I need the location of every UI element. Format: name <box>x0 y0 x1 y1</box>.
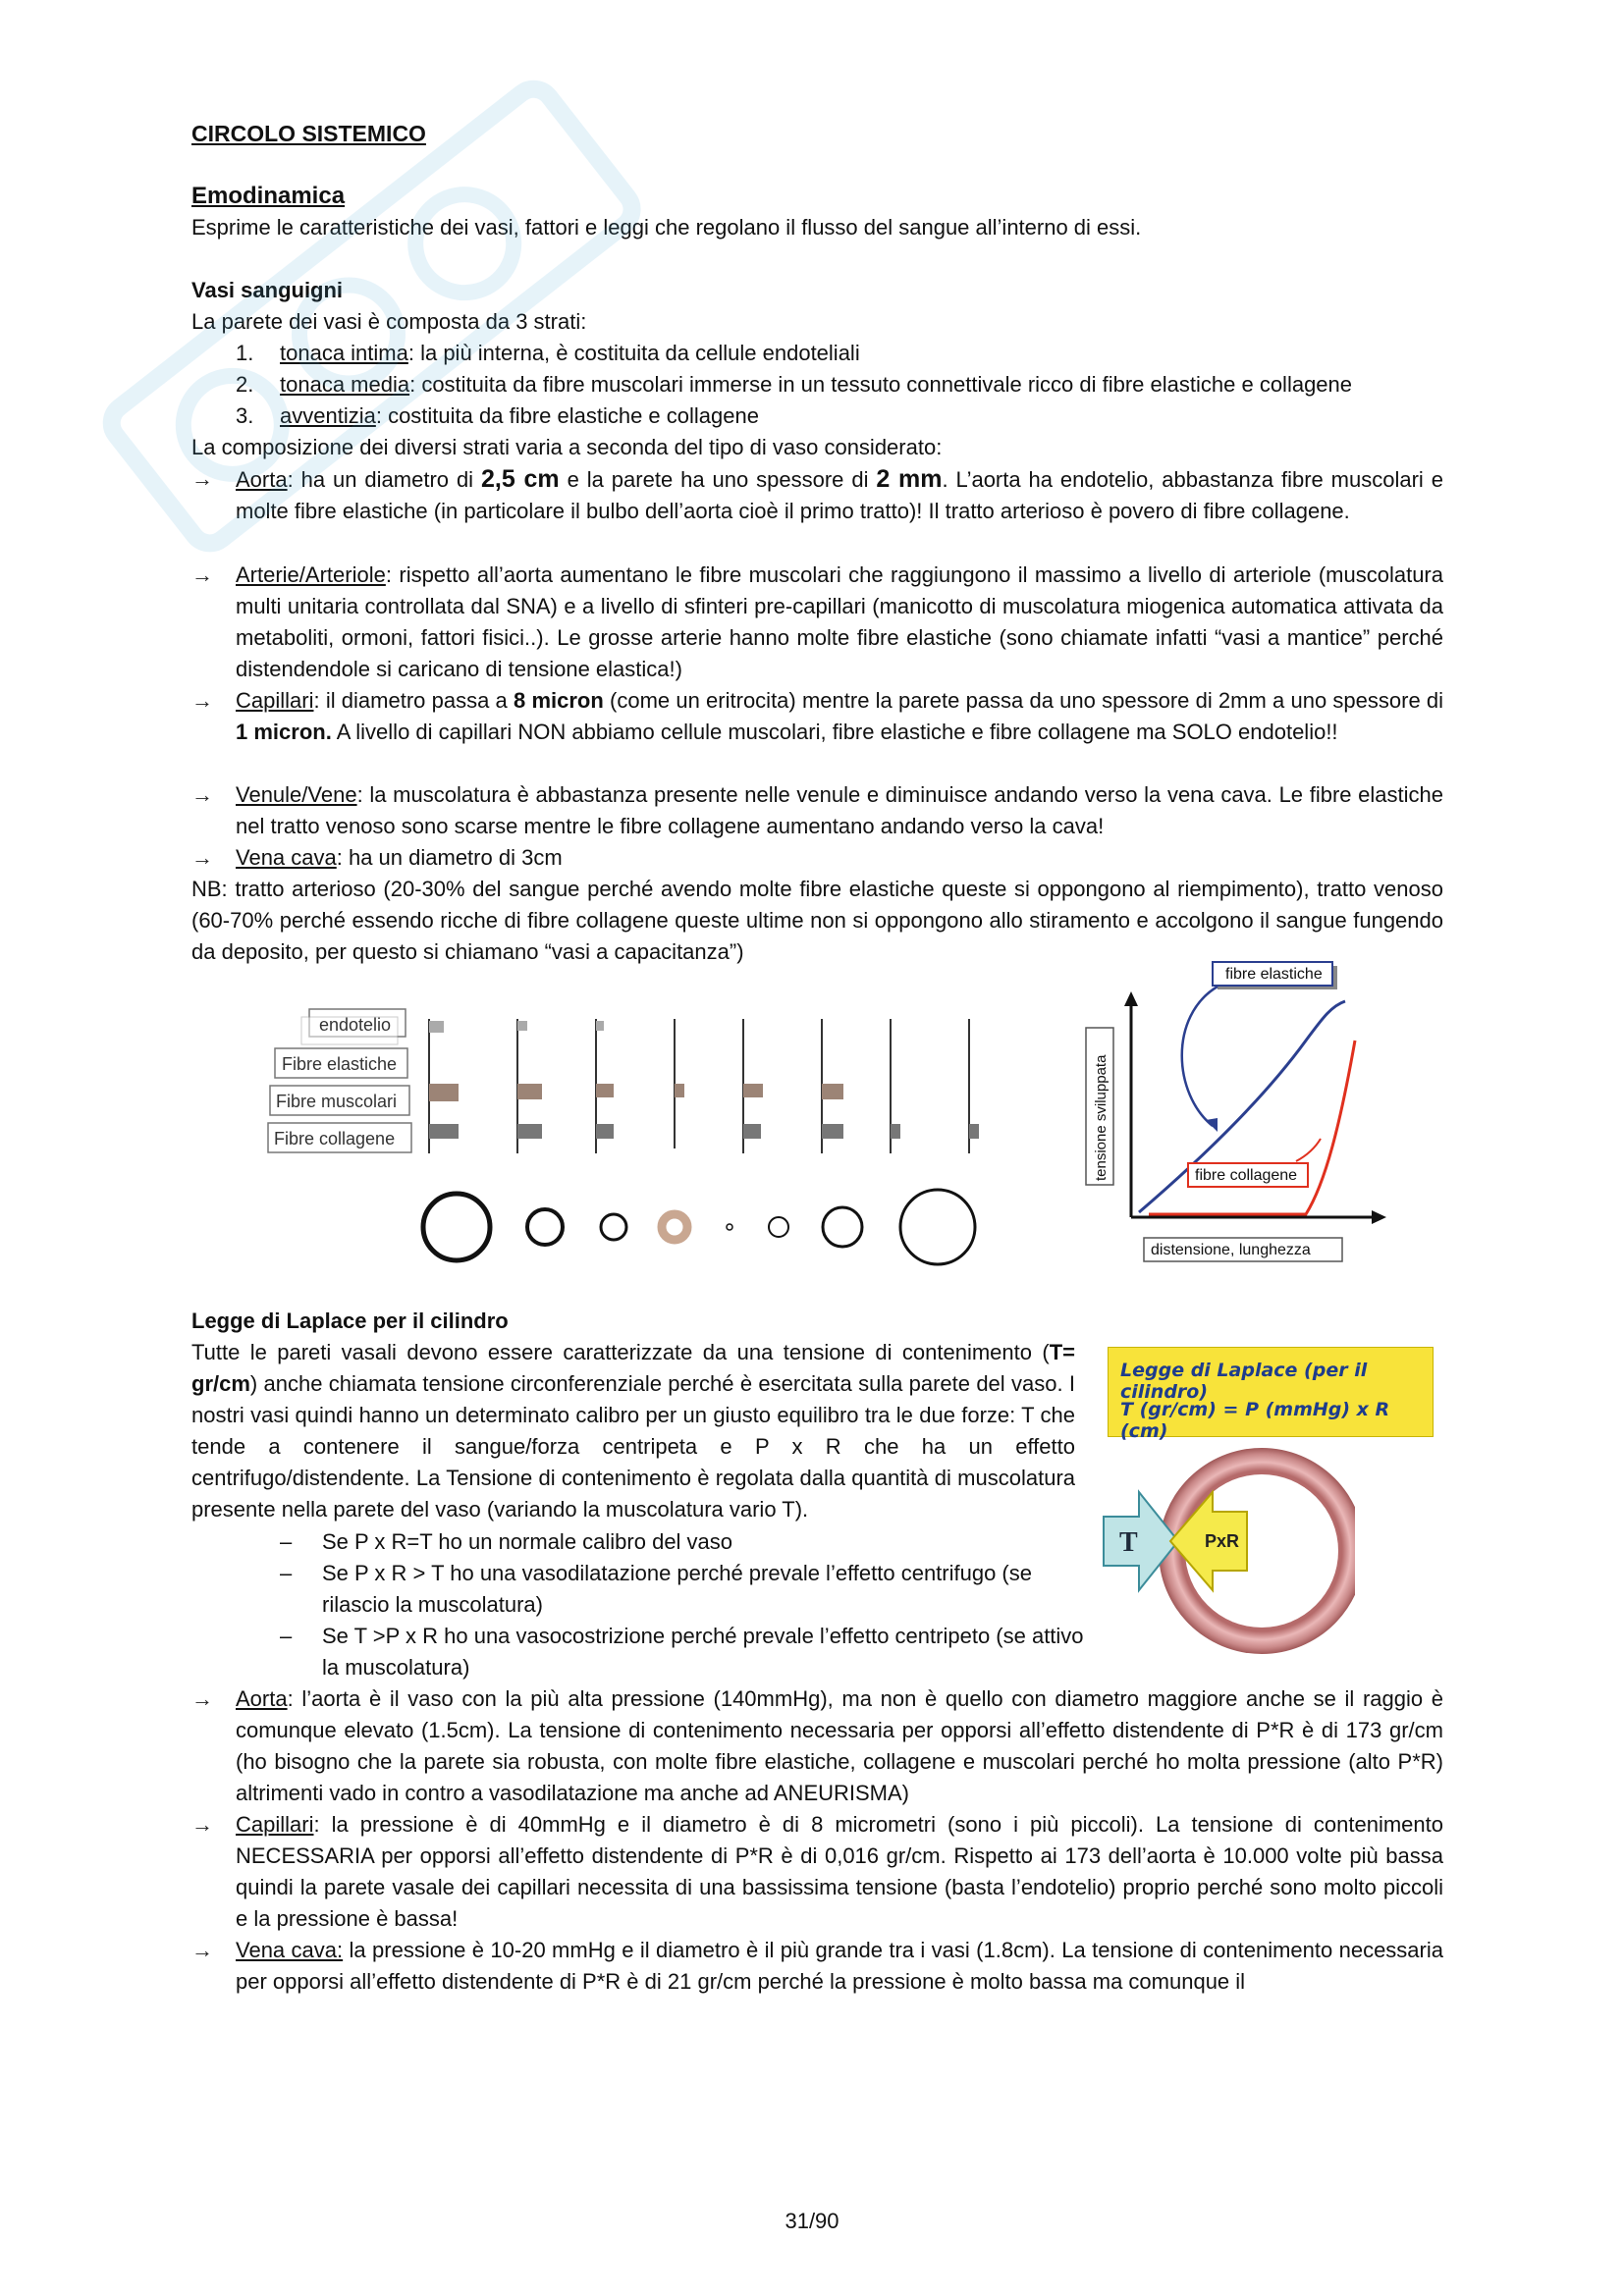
term-venule: Venule/Vene <box>236 782 357 807</box>
value-thickness: 1 micron. <box>236 720 332 744</box>
collagen-curve <box>1149 1041 1355 1214</box>
y-axis-arrow-icon <box>1124 991 1138 1006</box>
page-number: 31/90 <box>785 2209 839 2233</box>
value-diameter: 2,5 cm <box>481 465 560 493</box>
arrow-bullet-icon: → <box>191 562 213 587</box>
text-fragment: la pressione è 10-20 mmHg e il diametro è il più grande tra i vasi (1.8cm). La tensione di contenimento necessaria per opporsi all’effetto distendente di P*R è di 21 gr/cm perché la pressione è molto bassa ma comunque il <box>236 1938 1443 1994</box>
layer-text: : la più interna, è costituita da cellule endoteliali <box>407 341 860 365</box>
pressure-label: PxR <box>1205 1531 1240 1551</box>
laplace-paragraph <box>191 1337 1075 1525</box>
text-fragment: A livello di capillari NON abbiamo cellule muscolari, fibre elastiche e fibre collagene ma SOLO endotelio!! <box>331 720 1338 744</box>
legend-fibre-muscolari <box>270 1086 409 1115</box>
term-arterie: Arterie/Arteriole <box>236 562 386 587</box>
list-item-aorta <box>191 463 1443 527</box>
case-text: Se T >P x R ho una vasocostrizione perché prevale l’effetto centripeto (se attivo la muscolatura) <box>322 1624 1084 1680</box>
term-aorta: Aorta <box>236 467 288 492</box>
text-fragment: : la muscolatura è abbastanza presente nelle venule e diminuisce andando verso la vena cava. Le fibre elastiche nel tratto venoso sono scarse mentre le fibre collagene aumentano andando verso la cava! <box>236 782 1443 838</box>
vessel-cross-sections <box>423 1190 975 1264</box>
list-item-vena-cava <box>191 842 1443 874</box>
axis-label: distensione, lunghezza <box>1151 1242 1311 1258</box>
term-vena-cava: Vena cava <box>236 845 337 870</box>
layer-text: : costituita da fibre elastiche e collagene <box>375 403 759 428</box>
elastic-pointer <box>1182 987 1218 1126</box>
list-item <box>236 338 860 369</box>
section-heading-laplace: Legge di Laplace per il cilindro <box>191 1308 509 1333</box>
case-text: Se P x R=T ho un normale calibro del vaso <box>322 1529 733 1554</box>
collagen-pointer <box>1296 1139 1321 1161</box>
case-text: Se P x R > T ho una vasodilatazione perché prevale l’effetto centrifugo (se rilascio la muscolatura) <box>322 1561 1032 1617</box>
y-axis-label <box>1086 1028 1113 1185</box>
label-fibre-collagene <box>1188 1163 1308 1187</box>
legend-label: endotelio <box>319 1015 392 1035</box>
graph-label: fibre elastiche <box>1225 966 1323 983</box>
x-axis-arrow-icon <box>1372 1210 1386 1224</box>
text-fragment: e la parete ha uno spessore di <box>559 467 877 492</box>
dash-bullet: – <box>280 1529 293 1554</box>
list-item <box>280 1558 1085 1621</box>
list-item <box>236 400 759 432</box>
vasi-intro: La parete dei vasi è composta da 3 strati: <box>191 309 587 334</box>
term-capillari: Capillari <box>236 688 314 713</box>
label-fibre-elastiche <box>1213 962 1337 989</box>
value-unit: T= gr/cm <box>191 1340 1075 1396</box>
text-fragment: . L’aorta ha endotelio, abbastanza fibre muscolari e molte fibre elastiche (in particolare il bulbo dell’aorta cioè il primo tratto)! Il tratto arterioso è povero di fibre collagene. <box>236 467 1443 523</box>
composition-text: La composizione dei diversi strati varia a seconda del tipo di vaso considerato: <box>191 435 943 459</box>
list-item-arterie <box>191 560 1443 685</box>
laplace-ring-diagram <box>1100 1443 1355 1659</box>
text-fragment: : l’aorta è il vaso con la più alta pressione (140mmHg), ma non è quello con diametro maggiore anche se il raggio è comunque elevato (1.5cm). La tensione di contenimento necessaria per opporsi all’effetto distendente di P*R è di 173 gr/cm (ho bisogno che la parete sia robusta, con molte fibre elastiche, collagene e muscolari perché ho molta pressione (alto P*R) altrimenti vado in contro a vasodilatazione ma anche ad ANEURISMA) <box>236 1686 1443 1805</box>
section-heading-emodinamica: Emodinamica <box>191 183 346 209</box>
arrow-bullet-icon: → <box>191 688 213 713</box>
vessel-wall-columns <box>429 1019 979 1153</box>
text-fragment: : ha un diametro di <box>287 467 481 492</box>
layer-term: avventizia <box>280 403 376 428</box>
list-item-capillari <box>191 685 1443 748</box>
arrow-bullet-icon: → <box>191 1812 213 1837</box>
legend-fibre-collagene <box>268 1123 411 1152</box>
list-item <box>280 1526 1085 1558</box>
text-fragment: Tutte le pareti vasali devono essere caratterizzate da una tensione di contenimento ( <box>191 1340 1050 1364</box>
value-diameter: 8 micron <box>514 688 604 713</box>
laplace-formula-box <box>1108 1347 1434 1442</box>
legend-label: Fibre muscolari <box>276 1092 398 1111</box>
text-fragment: : la pressione è di 40mmHg e il diametro è di 8 micrometri (sono i più piccoli). La tensione di contenimento NECESSARIA per opporsi all’effetto distendente di P*R è di 0,016 gr/cm. Rispetto ai 173 dell’aorta è 10.000 volte più bassa quindi la parete vasale dei capillari necessita di una bassissima tensione (basta l’endotelio) proprio perché sono molto piccoli e la pressione è bassa! <box>236 1812 1443 1931</box>
layer-term: tonaca media <box>280 372 410 397</box>
page-title: CIRCOLO SISTEMICO <box>191 121 426 146</box>
dash-bullet: – <box>280 1624 293 1648</box>
axis-label: tensione sviluppata <box>1093 1054 1110 1181</box>
list-item-laplace-vena-cava <box>191 1935 1443 1998</box>
list-number: 3. <box>236 403 254 428</box>
graph-label: fibre collagene <box>1195 1167 1298 1184</box>
text-fragment: : ha un diametro di 3cm <box>336 845 563 870</box>
text-fragment: : il diametro passa a <box>313 688 514 713</box>
text-fragment: ) anche chiamata tensione circonferenziale perché è esercitata sulla parete del vaso. I nostri vasi quindi hanno un determinato calibro per un giusto equilibro tra le due forze: T che tende a contenere il sangue/forza centripeta e P x R che ha un effetto centrifugo/distendente. La Tensione di contenimento è regolata dalla quantità di muscolatura presente nella parete del vaso (variando la muscolatura vario T). <box>191 1371 1075 1522</box>
list-item-laplace-aorta <box>191 1683 1443 1809</box>
list-item-venule <box>191 779 1443 842</box>
nb-paragraph: NB: tratto arterioso (20-30% del sangue perché avendo molte fibre elastiche queste si oppongono al riempimento), tratto venoso (60-70% perché essendo ricche di fibre collagene queste ultime non si oppongono allo stiramento e accolgono il sangue fungendo da deposito, per questo si chiamano “vasi a capacitanza”) <box>191 877 1443 964</box>
x-axis-label <box>1144 1238 1342 1261</box>
vessel-composition-figure <box>260 991 1006 1276</box>
text-fragment: (come un eritrocita) mentre la parete passa da uno spessore di 2mm a uno spessore di <box>603 688 1444 713</box>
list-item <box>280 1621 1085 1683</box>
legend-fibre-elastiche <box>275 1048 407 1078</box>
layer-text: : costituita da fibre muscolari immerse in un tessuto connettivale ricco di fibre elastiche e collagene <box>409 372 1353 397</box>
legend-label: Fibre collagene <box>274 1129 396 1148</box>
term-vena-cava: Vena cava: <box>236 1938 344 1962</box>
list-item <box>236 369 1352 400</box>
tension-label: T <box>1119 1527 1138 1558</box>
list-number: 2. <box>236 372 254 397</box>
arrow-bullet-icon: → <box>191 1686 213 1711</box>
list-number: 1. <box>236 341 254 365</box>
list-item-laplace-capillari <box>191 1809 1443 1935</box>
term-aorta: Aorta <box>236 1686 288 1711</box>
term-capillari: Capillari <box>236 1812 314 1837</box>
arrow-bullet-icon: → <box>191 782 213 807</box>
section-heading-vasi: Vasi sanguigni <box>191 278 344 302</box>
arrow-bullet-icon: → <box>191 466 213 491</box>
dash-bullet: – <box>280 1561 293 1585</box>
formula-title: Legge di Laplace (per il cilindro) <box>1120 1360 1368 1403</box>
arrow-head-icon <box>1206 1118 1218 1132</box>
formula-text: T (gr/cm) = P (mmHg) x R (cm) <box>1120 1399 1390 1442</box>
legend-label: Fibre elastiche <box>282 1054 398 1074</box>
emodinamica-text: Esprime le caratteristiche dei vasi, fattori e leggi che regolano il flusso del sangue all’interno di essi. <box>191 215 1142 240</box>
legend-endotelio <box>301 1009 406 1044</box>
text-fragment: : rispetto all’aorta aumentano le fibre muscolari che raggiungono il massimo a livello di arteriole (muscolatura multi unitaria controllata dal SNA) e a livello di sfinteri pre-capillari (manicotto di muscolatura miogenica automatica attivata da metaboliti, ormoni, fattori fisici..). Le grosse arterie hanno molte fibre elastiche (sono chiamate infatti “vasi a mantice” perché distendendole si caricano di tensione elastica!) <box>236 562 1443 681</box>
layer-term: tonaca intima <box>280 341 408 365</box>
arrow-bullet-icon: → <box>191 845 213 870</box>
value-thickness: 2 mm <box>876 465 943 493</box>
tension-graph <box>1060 947 1404 1281</box>
arrow-bullet-icon: → <box>191 1938 213 1962</box>
